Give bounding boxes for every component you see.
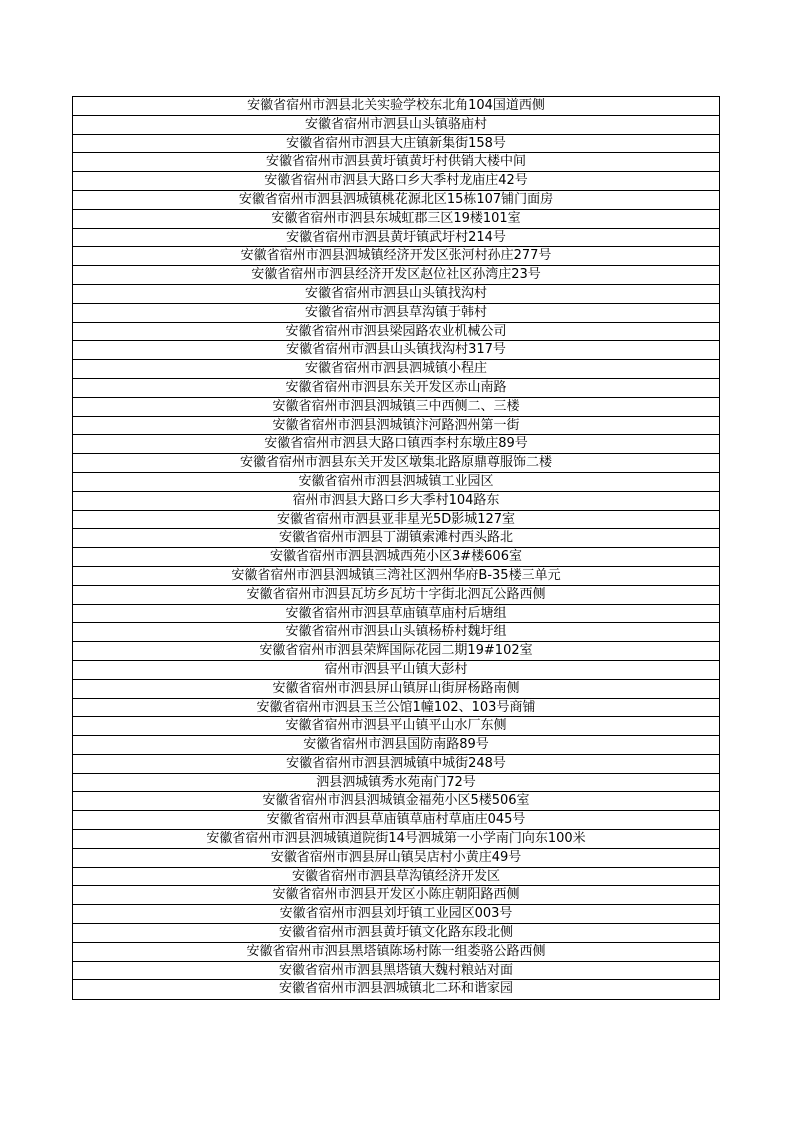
- address-row: 安徽省宿州市泗县泗城镇桃花源北区15栋107铺门面房: [73, 191, 719, 210]
- address-row: 安徽省宿州市泗县荣辉国际花园二期19#102室: [73, 642, 719, 661]
- address-row: 安徽省宿州市泗县北关实验学校东北角104国道西侧: [73, 97, 719, 116]
- address-row: 安徽省宿州市泗县山头镇找沟村: [73, 285, 719, 304]
- address-row: 安徽省宿州市泗县山头镇找沟村317号: [73, 341, 719, 360]
- address-row: 安徽省宿州市泗县泗城镇经济开发区张河村孙庄277号: [73, 247, 719, 266]
- address-row: 安徽省宿州市泗县大路口乡大季村龙庙庄42号: [73, 172, 719, 191]
- address-row: 安徽省宿州市泗县草沟镇经济开发区: [73, 868, 719, 887]
- address-row: 安徽省宿州市泗县开发区小陈庄朝阳路西侧: [73, 886, 719, 905]
- address-row: 安徽省宿州市泗县屏山镇吴店村小黄庄49号: [73, 849, 719, 868]
- address-row: 安徽省宿州市泗县泗城镇金福苑小区5楼506室: [73, 792, 719, 811]
- address-row: 宿州市泗县大路口乡大季村104路东: [73, 492, 719, 511]
- address-row: 安徽省宿州市泗县东关开发区墩集北路原鼎尊服饰二楼: [73, 454, 719, 473]
- address-row: 安徽省宿州市泗县黑塔镇陈场村陈一组娄骆公路西侧: [73, 943, 719, 962]
- address-row: 泗县泗城镇秀水苑南门72号: [73, 774, 719, 793]
- address-row: 安徽省宿州市泗县大路口镇西李村东墩庄89号: [73, 435, 719, 454]
- address-row: 安徽省宿州市泗县泗城镇道院街14号泗城第一小学南门向东100米: [73, 830, 719, 849]
- address-row: 安徽省宿州市泗县丁湖镇索滩村西头路北: [73, 529, 719, 548]
- address-row: 安徽省宿州市泗县黄圩镇文化路东段北侧: [73, 924, 719, 943]
- address-row: 安徽省宿州市泗县国防南路89号: [73, 736, 719, 755]
- address-row: 安徽省宿州市泗县东关开发区赤山南路: [73, 379, 719, 398]
- address-row: 安徽省宿州市泗县刘圩镇工业园区003号: [73, 905, 719, 924]
- address-row: 安徽省宿州市泗县草庙镇草庙村草庙庄045号: [73, 811, 719, 830]
- address-row: 安徽省宿州市泗县平山镇平山水厂东侧: [73, 717, 719, 736]
- address-row: 安徽省宿州市泗县草庙镇草庙村后塘组: [73, 605, 719, 624]
- address-row: 安徽省宿州市泗县经济开发区赵位社区孙湾庄23号: [73, 266, 719, 285]
- address-row: 安徽省宿州市泗县屏山镇屏山街屏杨路南侧: [73, 680, 719, 699]
- address-row: 安徽省宿州市泗县黑塔镇大魏村粮站对面: [73, 962, 719, 981]
- address-row: 安徽省宿州市泗县黄圩镇黄圩村供销大楼中间: [73, 153, 719, 172]
- address-row: 安徽省宿州市泗县泗城镇北二环和谐家园: [278, 981, 513, 997]
- address-row: 安徽省宿州市泗县梁园路农业机械公司: [73, 323, 719, 342]
- address-row: 安徽省宿州市泗县亚非星光5D影城127室: [73, 511, 719, 530]
- address-row: 安徽省宿州市泗县草沟镇于韩村: [73, 304, 719, 323]
- address-row: 安徽省宿州市泗县瓦坊乡瓦坊十字街北泗瓦公路西侧: [73, 586, 719, 605]
- address-row: 安徽省宿州市泗县泗城镇小程庄: [73, 360, 719, 379]
- address-row: 安徽省宿州市泗县黄圩镇武圩村214号: [73, 229, 719, 248]
- address-row: 安徽省宿州市泗县东城虹郡三区19楼101室: [73, 210, 719, 229]
- address-row: 宿州市泗县平山镇大彭村: [73, 661, 719, 680]
- address-row: 安徽省宿州市泗县泗城镇三湾社区泗州华府B-35楼三单元: [73, 567, 719, 586]
- address-row: 安徽省宿州市泗县山头镇杨桥村魏圩组: [73, 623, 719, 642]
- address-row: 安徽省宿州市泗县泗城西苑小区3#楼606室: [73, 548, 719, 567]
- address-row: 安徽省宿州市泗县泗城镇工业园区: [73, 473, 719, 492]
- address-row: 安徽省宿州市泗县山头镇骆庙村: [73, 116, 719, 135]
- address-row: 安徽省宿州市泗县大庄镇新集街158号: [73, 135, 719, 154]
- address-row: 安徽省宿州市泗县泗城镇汴河路泗州第一街: [73, 417, 719, 436]
- address-table: [72, 96, 720, 1000]
- address-row: 安徽省宿州市泗县泗城镇三中西侧二、三楼: [73, 398, 719, 417]
- address-row: 安徽省宿州市泗县泗城镇中城街248号: [73, 755, 719, 774]
- address-row: 安徽省宿州市泗县玉兰公馆1幢102、103号商铺: [73, 699, 719, 718]
